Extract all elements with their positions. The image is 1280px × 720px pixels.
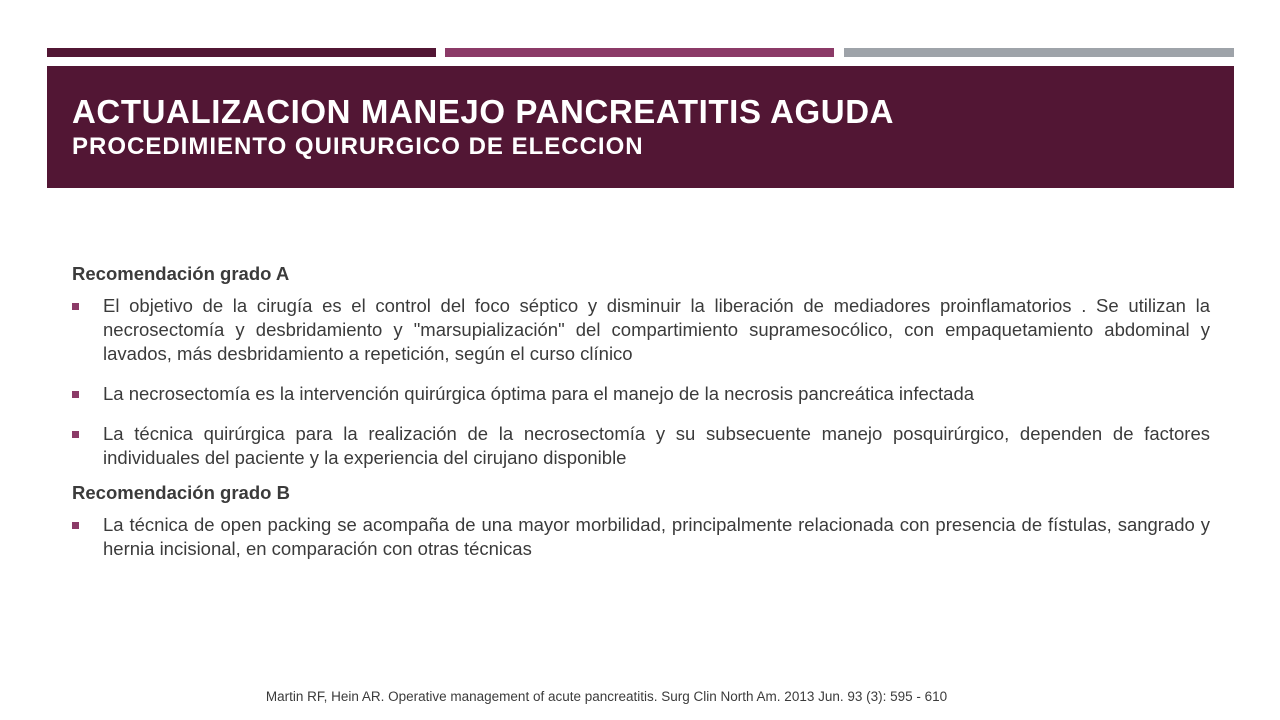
grade-b-heading: Recomendación grado B	[72, 482, 290, 503]
accent-bar-dark	[47, 48, 436, 57]
bullet-text: La técnica de open packing se acompaña de una mayor morbilidad, principalmente relacionada con presencia de fístulas, sangrado y hernia incisional, en comparación con otras técnicas	[103, 514, 1210, 559]
list-item	[72, 382, 1210, 406]
bullet-text: El objetivo de la cirugía es el control del foco séptico y disminuir la liberación de mediadores proinflamatorios . Se utilizan la necrosectomía y desbridamiento y "marsupialización" del compartimiento supramesocólico, con empaquetamiento abdominal y lavados, más desbridamiento a repetición, según el curso clínico	[103, 295, 1210, 364]
square-bullet-icon	[72, 522, 79, 529]
list-item	[72, 422, 1210, 470]
bullet-text: La necrosectomía es la intervención quirúrgica óptima para el manejo de la necrosis pancreática infectada	[103, 383, 975, 404]
slide-subtitle: PROCEDIMIENTO QUIRURGICO DE ELECCION	[72, 133, 644, 160]
list-item	[72, 513, 1210, 561]
slide-content	[72, 261, 1210, 577]
square-bullet-icon	[72, 391, 79, 398]
title-banner	[47, 66, 1234, 188]
accent-bar-gray	[844, 48, 1234, 57]
accent-bar-magenta	[445, 48, 834, 57]
slide-title: ACTUALIZACION MANEJO PANCREATITIS AGUDA	[72, 93, 895, 130]
grade-a-list	[72, 294, 1210, 470]
grade-b-list	[72, 513, 1210, 561]
grade-a-heading: Recomendación grado A	[72, 263, 290, 284]
bullet-text: La técnica quirúrgica para la realización de la necrosectomía y su subsecuente manejo posquirúrgico, dependen de factores individuales del paciente y la experiencia del cirujano disponible	[103, 423, 1210, 468]
square-bullet-icon	[72, 303, 79, 310]
citation-footnote: Martin RF, Hein AR. Operative management of acute pancreatitis. Surg Clin North Am. 2013 Jun. 93 (3): 595 - 610	[265, 689, 948, 704]
list-item	[72, 294, 1210, 366]
square-bullet-icon	[72, 431, 79, 438]
